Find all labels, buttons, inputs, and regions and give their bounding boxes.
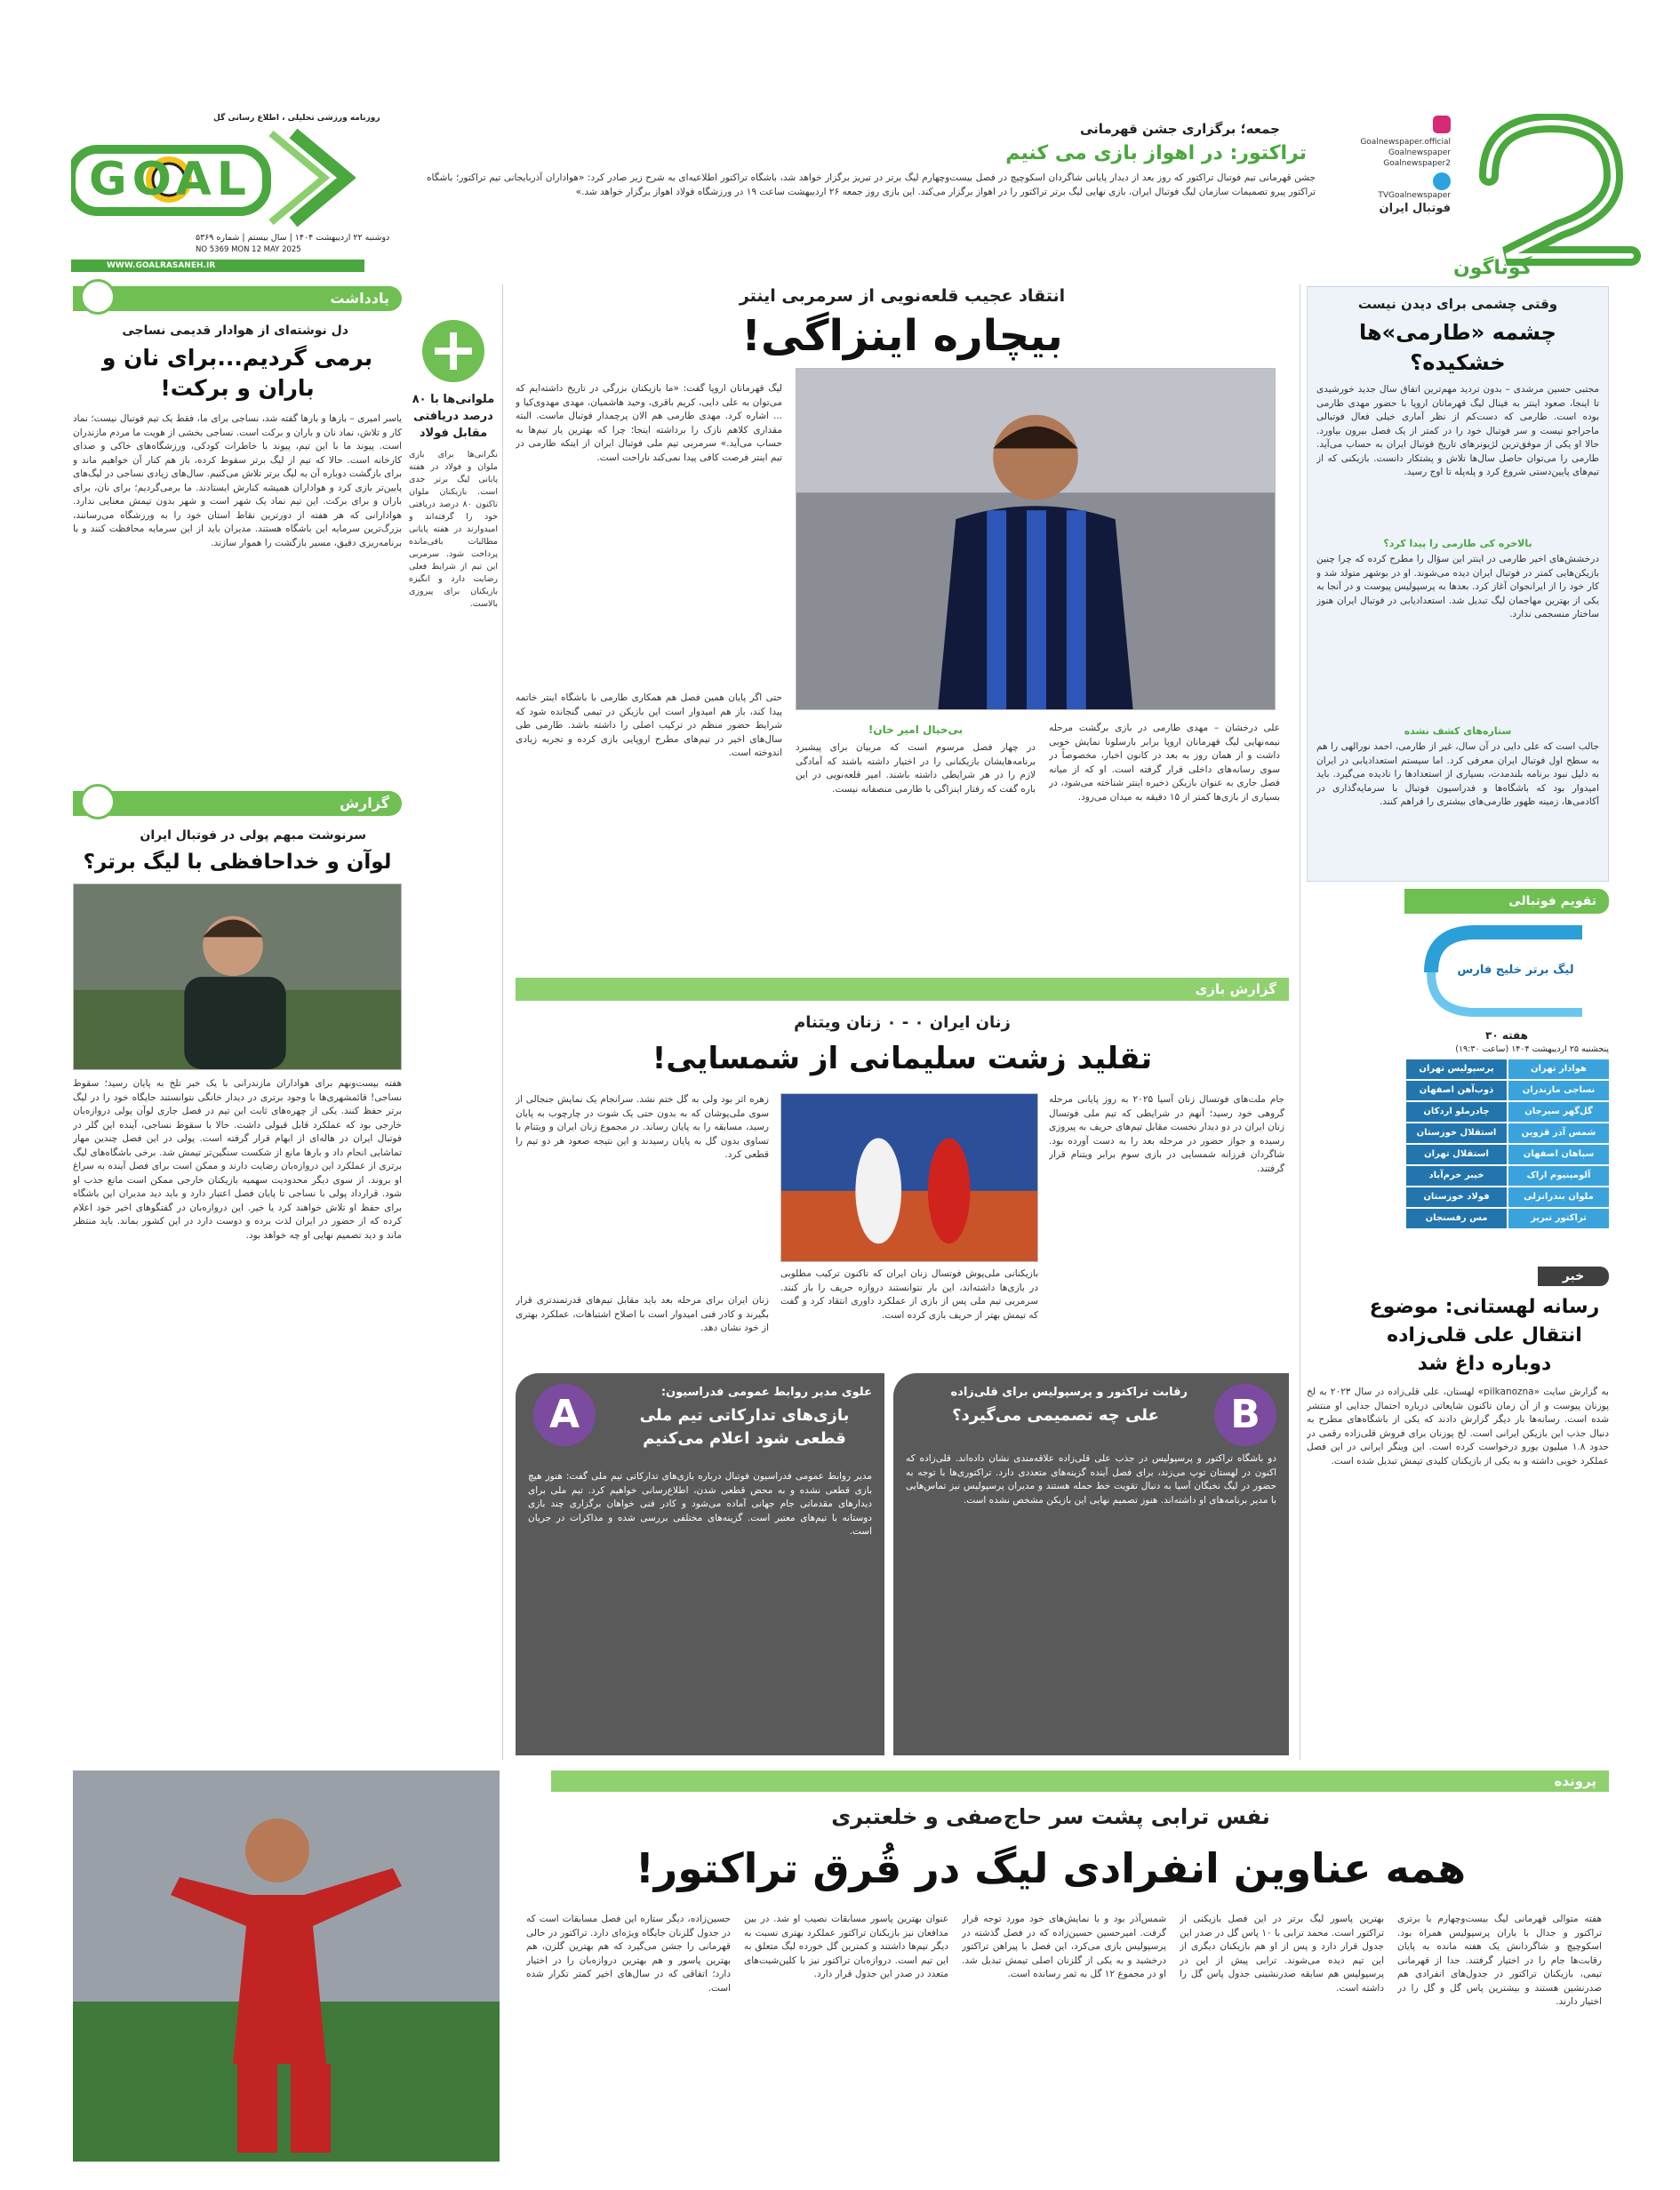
- inzaghi-body-4: در چهار فصل مرسوم است که مربیان برای پیشبرد برنامه‌هایشان بازیکنانی را در اختیار داشته باشند که آمادگی لازم را در هر شرایطی داشته باشند. امیر قلعه‌نویی در این باره گفت که رفتار اینزاگی با طارمی منصفانه نیست.: [796, 742, 1036, 795]
- fixture-home-team: هوادار تهران: [1508, 1059, 1609, 1079]
- instagram-handle-1: Goalnewspaper.official: [1360, 138, 1451, 147]
- fixture-away-team: پرسپولیس تهران: [1406, 1059, 1507, 1079]
- plus-icon: [422, 320, 484, 382]
- league-logo: [1404, 919, 1609, 1026]
- khabar-body: به گزارش سایت «pilkanozna» لهستان، علی قلی‌زاده در سال ۲۰۲۳ به لخ پوزنان پیوست و از آن زمان تاکنون شایعاتی درباره احتمال جدایی او منتشر شده است. رسانه‌ها بار دیگر گزارش دادند که یکی از باشگاه‌های مطرح به دنبال جذب این بازیکن ایرانی است. لخ پوزنان برای فروش قلی‌زاده رقمی در حدود ۱.۸ میلیون یورو درخواست کرده است. این وینگر ایرانی در این فصل عملکرد خوبی داشته و به یکی از بازیکنان کلیدی تیمش تبدیل شده است.: [1307, 1387, 1609, 1467]
- taremi-box: [1307, 286, 1609, 882]
- khabar-header-label: خبر: [1562, 1269, 1585, 1283]
- telegram-icon: [1433, 172, 1451, 190]
- fixture-row: [1404, 1123, 1609, 1143]
- logo: [71, 107, 427, 276]
- taqvim-header: [1404, 889, 1609, 914]
- malavan-title: ملوانی‌ها با ۸۰ درصد دریافتی مقابل فولاد: [412, 393, 495, 440]
- parvande-header-label: پرونده: [1554, 1773, 1596, 1789]
- tractor-player-photo-image: [73, 1770, 500, 2162]
- parvande-col-2: بهترین پاسور لیگ برتر در این فصل بازیکنی از تراکتور است. محمد ترابی با ۱۰ پاس گل در صدر این جدول قرار دارد و پس از او هم بازیکنان دیگری از این تیم دیده می‌شوند. ترابی پیش از این در پرسپولیس هم سابقه صدرنشینی جدول پاس گل را داشته است.: [1180, 1914, 1384, 1994]
- taremi-body: مجتبی حسین مرشدی – بدون تردید مهم‌ترین اتفاق سال جدید خورشیدی تا اینجا، صعود اینتر به فینال لیگ قهرمانان اروپا با حضور مهدی طارمی بوده است. طارمی که دست‌کم از نظر آماری خیلی فعال فوتبالی ماجراجو نیست و سر فوتبال خود را در کمتر از یک فصل بیرون بیاورد. حالا او یکی از موفق‌ترین لژیونرهای تاریخ فوتبال ایران به حساب می‌آید. طارمی را می‌توان حاصل سال‌ها تلاش و پشتکار دانست. بازیکنی که از تیم‌های پایین‌دستی شروع کرد و پله‌پله تا اوج رسید.: [1316, 384, 1599, 477]
- game-report-body-2: بازیکنانی ملی‌پوش فوتسال زنان ایران که تاکنون ترکیب مطلوبی در بازی‌ها داشته‌اند، این بار نتوانستند دروازه حریف را باز کنند. سرمربی تیم ملی پس از بازی از عملکرد داوری انتقاد کرد و گفت که تیمش بهتر از حریف بازی کرده است.: [780, 1268, 1038, 1321]
- khabar-section: [1307, 1267, 1609, 1764]
- inzaghi-body-2: حتی اگر پایان همین فصل هم همکاری طارمی با باشگاه اینتر خاتمه پیدا کند، باز هم امیدوار است این بازیکن در تیمی گنجانده شود که شرایط حضور منظم در ترکیب اصلی را داشته باشد. طارمی طی سال‌های اخیر در تیم‌های مطرح اروپایی بازی کرده و تجربه زیادی اندوخته است.: [516, 692, 782, 758]
- fixture-row: [1404, 1166, 1609, 1186]
- inzaghi-title: بیچاره اینزاگی!: [741, 311, 1063, 361]
- fixture-row: [1404, 1145, 1609, 1164]
- top-news-kicker: جمعه؛ برگزاری جشن قهرمانی: [1080, 121, 1280, 137]
- khabar-header: [1538, 1267, 1609, 1286]
- fixture-home-team: ملوان بندرانزلی: [1508, 1187, 1609, 1207]
- inzaghi-body-3: علی درخشان – مهدی طارمی در بازی برگشت مرحله نیمه‌نهایی لیگ قهرمانان اروپا برابر بارسلونا نمایش خوبی داشت و از همان روز به بعد در کانون اخبار، مخصوصاً در سوی رسانه‌های داخلی قرار گرفته است. او که از میانه فصل جاری به عنوان بازیکن ذخیره اینتر شناخته می‌شود، در بسیاری از بازی‌ها کمتر از ۱۵ دقیقه به میدان می‌رود.: [1049, 723, 1280, 803]
- social-handles: [1344, 116, 1451, 214]
- parvande-col-5: حسین‌زاده، دیگر ستاره این فصل مسابقات است که در جدول گلزنان جایگاه ویژه‌ای دارد. تراکتور در حالی قهرمانی را جشن می‌گیرد که هم بهترین گلزن، هم بهترین پاسور و هم بهترین دروازه‌بان را در اختیار دارد؛ اتفاقی که در سال‌های اخیر کمتر تکرار شده است.: [526, 1914, 731, 1994]
- malavan-strip: [409, 320, 498, 1760]
- date-line: دوشنبه ۲۲ اردیبهشت ۱۴۰۴ | سال بیستم | شماره ۵۳۶۹: [196, 233, 390, 243]
- fixture-home-team: نساجی مازندران: [1508, 1081, 1609, 1100]
- taqvim-header-label: تقویم فوتبالی: [1508, 894, 1596, 908]
- inzaghi-signature: بی‌خیال امیر خان!: [868, 723, 964, 736]
- inzaghi-body-1: لیگ قهرمانان اروپا گفت: «ما بازیکنان بزرگی در تاریخ داشته‌ایم که می‌توان به علی دایی، کریم باقری، وحید هاشمیان، مهدی مهدوی‌کیا و ... اشاره کرد. مهدی طارمی هم الان پرچمدار فوتبال ماست. البته مقداری کلاهم نازک را برداشته اینجا؛ چرا که بهترین یار تیم‌ها به حساب می‌آید.» سرمربی تیم ملی فوتبال ایران از اینکه طارمی در تیم اینتر فرصت کافی پیدا نمی‌کند ناراحت است.: [516, 383, 782, 463]
- box-a-letter: A: [533, 1384, 596, 1446]
- box-a-kicker: علوی مدیر روابط عمومی فدراسیون:: [660, 1386, 872, 1399]
- pen-icon: [80, 784, 116, 819]
- taremi-body-3: جالب است که علی دایی در آن سال، غیر از طارمی، احمد نورالهی را هم به سطح اول فوتبال ایران معرفی کرد. اما سیستم استعدادیابی در ایران به دلیل نبود برنامه بلندمدت، بسیاری از استعدادها را نادیده می‌گیرد. باید امیدوار بود که باشگاه‌ها و فدراسیون فوتبال با سرمایه‌گذاری در آکادمی‌ها، زمینه ظهور طارمی‌های بیشتری را فراهم کنند.: [1316, 741, 1599, 807]
- fixture-home-team: گل‌گهر سیرجان: [1508, 1102, 1609, 1122]
- game-report-body-3: زهره اثر بود ولی به گل ختم نشد. سرانجام یک نمایش جنجالی از سوی ملی‌پوشان که به بدون حتی یک شوت در چارچوب به پایان رسید، مسابقه را به پایان رساند. در مجموع زنان ایران و ویتنام با تساوی بدون گل به پایان رسیدند و این نتیجه صعود هر دو تیم را قطعی کرد.: [516, 1094, 769, 1160]
- box-b-letter: B: [1214, 1384, 1276, 1446]
- league-logo-text: لیگ برتر خلیج فارس: [1457, 963, 1574, 977]
- fixture-row: [1404, 1187, 1609, 1207]
- gozaresh-left-section: [73, 791, 402, 1760]
- yaddasht-section: [73, 286, 402, 784]
- fixture-row: [1404, 1209, 1609, 1228]
- fixture-away-team: مس رفسنجان: [1406, 1209, 1507, 1228]
- fixture-row: [1404, 1102, 1609, 1122]
- box-b-body: دو باشگاه تراکتور و پرسپولیس در جذب علی قلی‌زاده علاقه‌مندی نشان داده‌اند. قلی‌زاده که اکنون در لهستان توپ می‌زند، برای فصل آینده گزینه‌های متعددی دارد. تراکتوری‌ها با توجه به حضور در لیگ نخبگان آسیا به دنبال تقویت خط حمله هستند و مدیران پرسپولیس نیز تماس‌هایی با مدیر برنامه‌های او داشته‌اند. هنوز تصمیم نهایی این بازیکن مشخص نشده است.: [906, 1453, 1276, 1506]
- instagram-handle-2: Goalnewspaper: [1388, 148, 1451, 157]
- yaddasht-title: برمی گردیم...برای نان و باران و برکت!: [101, 345, 373, 401]
- fixtures-table: [1404, 1059, 1609, 1228]
- taremi-body-2: درخشش‌های اخیر طارمی در اینتر این سؤال را مطرح کرده که چرا چنین بازیکن‌هایی کمتر در فوتبال ایران دیده می‌شوند. او در بوشهر متولد شد و کار خود را از ایرانجوان آغاز کرد. بعدها به پرسپولیس پیوست و در آنجا به یکی از بهترین مهاجمان لیگ تبدیل شد. استعدادیابی در فوتبال ایران هنوز ساختار منسجمی ندارد.: [1316, 554, 1599, 619]
- box-a-body: مدیر روابط عمومی فدراسیون فوتبال درباره بازی‌های تدارکاتی تیم ملی گفت: هنوز هیچ بازی قطعی نشده و به محض قطعی شدن، اطلاع‌رسانی خواهیم کرد. تیم ملی برای دیدارهای مقدماتی جام جهانی آماده می‌شود و کادر فنی خواهان برگزاری چند بازی دوستانه با تیم‌های معتبر است. گزینه‌های مختلفی بررسی شده و مذاکرات در جریان است.: [528, 1471, 872, 1537]
- taremi-subhead-1: بالاخره کی طارمی را پیدا کرد؟: [1383, 538, 1532, 549]
- inzaghi-kicker: انتقاد عجیب قلعه‌نویی از سرمربی اینتر: [739, 286, 1066, 306]
- instagram-icon: [1433, 116, 1451, 133]
- website-url: WWW.GOALRASANEH.IR: [107, 261, 216, 270]
- game-report-header: [516, 978, 1289, 1001]
- parvande-title: همه عناوین انفرادی لیگ در قُرق تراکتور!: [635, 1844, 1467, 1892]
- yaddasht-header: [73, 286, 402, 311]
- football-iran-label: فوتبال ایران: [1379, 202, 1451, 215]
- fixture-away-team: استقلال تهران: [1406, 1145, 1507, 1164]
- goalkeeper-photo-image: [74, 884, 401, 1069]
- game-report-title: تقلید زشت سلیمانی از شمسایی!: [652, 1041, 1153, 1076]
- masthead: [0, 0, 1680, 284]
- pen-icon: [80, 279, 116, 315]
- game-report-body-1: جام ملت‌های فوتسال زنان آسیا ۲۰۲۵ به روز پایانی مرحله گروهی خود رسید؛ آنهم در شرایطی که تیم ملی فوتسال زنان ایران در دو دیدار نخست مقابل تیم‌های حریف به پیروزی رسیده و جواز حضور در مرحله بعد را به دست آورده بود. شاگردان فرزانه شمسایی در بازی سوم برابر ویتنام قرار گرفتند.: [1049, 1094, 1284, 1174]
- malavan-body: نگرانی‌ها برای بازی ملوان و فولاد در هفته پایانی لیگ برتر جدی است. بازیکنان ملوان تاکنون ۸۰ درصد دریافتی خود را گرفته‌اند و امیدوارند در هفته پایانی مطالبات باقی‌مانده پرداخت شود. سرمربی این تیم از شرایط فعلی رضایت دارد و انگیزه بازیکنان برای پیروزی بالاست.: [409, 450, 498, 609]
- goalkeeper-photo: [73, 883, 402, 1070]
- gozaresh-left-body: هفته بیست‌ونهم برای هواداران مازندرانی با یک خبر تلخ به پایان رسید؛ سقوط نساجی! قائمشهری‌ها با وجود برتری در دیدار خانگی نتوانستند جایگاه خود را در لیگ برتر حفظ کنند. یکی از چهره‌های ثابت این تیم در فصل جاری لوآن پولی دروازه‌بان خارجی بود که عملکرد قابل قبولی داشت. حالا با سقوط نساجی، آینده این گلر در فوتبال ایران در هاله‌ای از ابهام قرار گرفته است. پولی در این فصل چندین مهار تماشایی انجام داد و بارها مانع از شکست سنگین‌تر تیمش شد. برخی باشگاه‌های لیگ برتری از عملکرد این دروازه‌بان رضایت دارند و ممکن است برای فصل آینده به سراغ او بروند. از سوی دیگر محدودیت سهمیه بازیکنان خارجی ممکن است مانع جذب او شود. قرارداد پولی با نساجی تا پایان فصل اعتبار دارد و باید دید مدیران این باشگاه برای حفظ او تلاش خواهند کرد یا خیر. این دروازه‌بان در گفتگوهای اخیر خود اعلام کرده که از حضور در ایران لذت برده و دوست دارد در این کشور بماند. باید منتظر ماند و دید تصمیم نهایی او چه خواهد بود.: [73, 1078, 402, 1241]
- taremi-photo: [796, 368, 1276, 710]
- box-a: [516, 1373, 884, 1755]
- top-news: [427, 121, 1316, 272]
- date-line-en: NO 5369 MON 12 MAY 2025: [196, 245, 301, 254]
- fixture-away-team: فولاد خوزستان: [1406, 1187, 1507, 1207]
- game-report-header-label: گزارش بازی: [1195, 981, 1276, 997]
- parvande-col-1: هفته متوالی قهرمانی لیگ بیست‌وچهارم با برتری تراکتور و جدال با یاران پرسپولیس همراه بود. اسکوچیچ و شاگردانش یک هفته مانده به پایان رقابت‌ها جام را در اختیار گرفتند. جدا از قهرمانی تیمی، بازیکنان تراکتور در جدول‌های انفرادی هم صدرنشین هستند و بیشترین پاس گل و گل را در اختیار دارند.: [1397, 1914, 1602, 2007]
- taremi-subhead-2: ستاره‌های کشف نشده: [1404, 725, 1512, 737]
- khabar-title: رسانه لهستانی: موضوع انتقال علی قلی‌زاده دوباره داغ شد: [1369, 1296, 1600, 1375]
- yaddasht-header-label: یادداشت: [330, 290, 389, 307]
- section-number-graphic: [1453, 114, 1644, 274]
- parvande-header: [551, 1770, 1609, 1792]
- website-strip: [71, 260, 364, 272]
- box-b: [893, 1373, 1289, 1755]
- banner-title: گوناگون: [1453, 257, 1532, 279]
- fixture-away-team: ذوب‌آهن اصفهان: [1406, 1081, 1507, 1100]
- top-news-body: جشن قهرمانی تیم فوتبال تراکتور که روز بعد از دیدار پایانی شاگردان اسکوچیچ در فصل بیست‌وچهارم لیگ برتر در تبریز برگزار خواهد شد، باشگاه تراکتور اطلاعیه‌ای به شرح زیر صادر کرد: «هواداران آذربایجانی تیم تراکتور؛ باشگاه تراکتور پیرو تصمیمات سازمان لیگ فوتبال ایران، بازی نهایی لیگ برتر تراکتور را در اهواز برگزار می‌کند. این بازی روز جمعه ۲۶ اردیبهشت ساعت ۱۹ در ورزشگاه فولاد اهواز برگزار خواهد شد.»: [427, 172, 1316, 197]
- taremi-kicker: وقتی چشمی برای دیدن نیست: [1357, 296, 1558, 312]
- taqvim-week: هفته ۳۰: [1485, 1029, 1528, 1042]
- fixture-home-team: آلومینیوم اراک: [1508, 1166, 1609, 1186]
- section-banner: [1453, 114, 1644, 279]
- parvande-section: [73, 1770, 1609, 2162]
- yaddasht-body: یاسر امیری – بازها و بارها گفته شد، نساجی برای ما، فقط یک تیم فوتبال نیست؛ نماد کار و تلاش، نماد نان و باران و برکت است. نساجی بخشی از هویت ما مردم مازندران است. پیوند ما با این تیم، پیوند با خاطرات کودکی، ورزشگاه‌های خاکی و صدای کارخانه است. حالا که تیم از لیگ برتر سقوط کرده، باز هم کنار آن خواهیم ماند و برای بازگشت دوباره آن به لیگ برتر تلاش می‌کنیم. سال‌های زیادی نساجی در لیگ‌های پایین‌تر بازی کرد و هواداران همیشه کنارش ایستادند. ما برمی‌گردیم؛ برای نان، برای باران و برای برکت. این تیم نماد یک شهر است و شهر بدون تیمش معنایی ندارد. هوادارانی که هر هفته از دورترین نقاط استان خود را به ورزشگاه می‌رسانند، بزرگ‌ترین سرمایه این باشگاه هستند. مدیران باید از این سرمایه محافظت کنند و با برنامه‌ریزی دقیق، مسیر بازگشت را هموار سازند.: [73, 413, 402, 548]
- game-report-section: [516, 978, 1289, 1360]
- fixture-home-team: سپاهان اصفهان: [1508, 1145, 1609, 1164]
- futsal-photo: [780, 1093, 1038, 1262]
- gozaresh-left-header-label: گزارش: [339, 795, 389, 811]
- tractor-player-photo: [73, 1770, 500, 2162]
- fixture-row: [1404, 1059, 1609, 1079]
- taqvim-section: [1404, 889, 1609, 1262]
- logo-text: GOAL: [89, 153, 252, 206]
- inzaghi-section: [516, 286, 1289, 971]
- tagline: روزنامه ورزشی تحلیلی ، اطلاع رسانی گل: [213, 114, 380, 123]
- taqvim-date: پنجشنبه ۲۵ اردیبهشت ۱۴۰۴ (ساعت ۱۹:۳۰): [1455, 1044, 1609, 1054]
- fixture-home-team: تراکتور تبریز: [1508, 1209, 1609, 1228]
- instagram-handle-3: Goalnewspaper2: [1383, 159, 1451, 168]
- gozaresh-left-title: لوآن و خداحافظی با لیگ برتر؟: [83, 851, 392, 874]
- box-a-title: بازی‌های تدارکاتی تیم ملی قطعی شود اعلام می‌کنیم: [639, 1406, 850, 1448]
- futsal-photo-image: [781, 1094, 1037, 1261]
- taremi-title: چشمه «طارمی»ها خشکیده؟: [1359, 320, 1556, 375]
- game-report-body-4: زنان ایران برای مرحله بعد باید مقابل تیم‌های قدرتمندتری قرار بگیرند و کادر فنی امیدوار است با اصلاح اشتباهات، عملکرد بهتری از خود نشان دهد.: [516, 1295, 769, 1333]
- box-b-title: علی چه تصمیمی می‌گیرد؟: [952, 1406, 1159, 1425]
- box-b-kicker: رقابت تراکتور و پرسپولیس برای قلی‌زاده: [950, 1386, 1188, 1399]
- fixture-away-team: استقلال خوزستان: [1406, 1123, 1507, 1143]
- divider-left: [502, 284, 503, 1760]
- parvande-col-4: عنوان بهترین پاسور مسابقات نصیب او شد. در بین مدافعان نیز بازیکنان تراکتور عملکرد بهتری نسبت به دیگر تیم‌ها داشتند و کمترین گل خورده لیگ متعلق به این تیم است. دروازه‌بان تراکتور نیز با کلین‌شیت‌های متعدد در صدر این جدول قرار دارد.: [744, 1914, 948, 1979]
- fixture-home-team: شمس آذر قزوین: [1508, 1123, 1609, 1143]
- parvande-col-3: شمس‌آذر بود و با نمایش‌های خود مورد توجه قرار گرفت. امیرحسین حسین‌زاده که در فصل گذشته در پرسپولیس بازی می‌کرد، این فصل با پیراهن تراکتور درخشید و به یکی از گلزنان اصلی تیمش تبدیل شد. او در مجموع ۱۲ گل به ثمر رسانده است.: [962, 1914, 1166, 1979]
- gozaresh-left-header: [73, 791, 402, 816]
- fixture-row: [1404, 1081, 1609, 1100]
- parvande-kicker: نفس ترابی پشت سر حاج‌صفی و خلعتبری: [831, 1804, 1270, 1829]
- gozaresh-left-kicker: سرنوشت مبهم پولی در فوتبال ایران: [140, 828, 366, 843]
- fixture-away-team: چادرملو اردکان: [1406, 1102, 1507, 1122]
- yaddasht-kicker: دل نوشته‌ای از هوادار قدیمی نساجی: [122, 324, 348, 338]
- top-news-title: تراکتور: در اهواز بازی می کنیم: [1005, 142, 1307, 164]
- game-report-kicker: زنان ایران ۰ - ۰ زنان ویتنام: [794, 1013, 1011, 1032]
- telegram-handle: TVGoalnewspaper: [1378, 191, 1451, 200]
- fixture-away-team: خیبر خرم‌آباد: [1406, 1166, 1507, 1186]
- taremi-photo-image: [796, 369, 1275, 709]
